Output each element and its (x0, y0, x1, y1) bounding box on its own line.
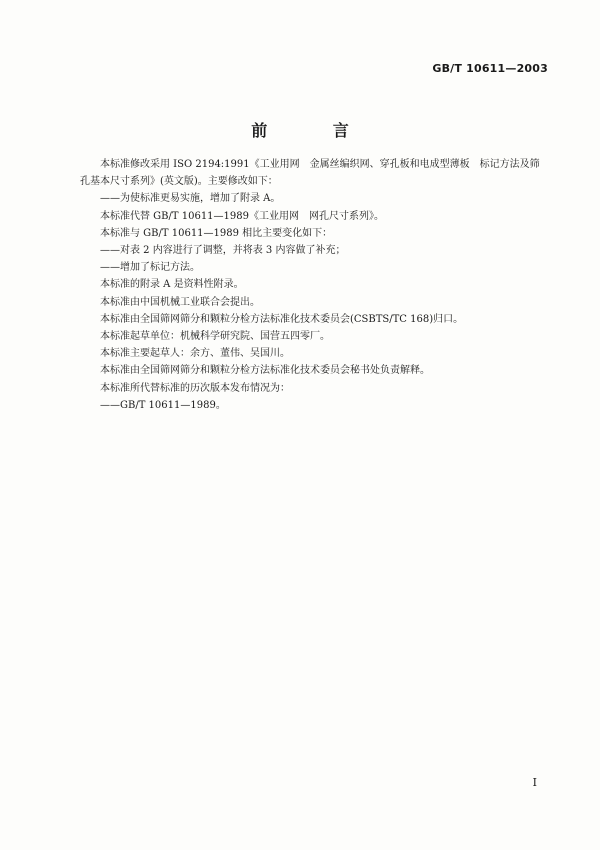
standard-code: GB/T 10611—2003 (432, 62, 548, 75)
paragraph-line: 本标准主要起草人：余方、董伟、吴国川。 (100, 348, 290, 360)
paragraph-line: 本标准由中国机械工业联合会提出。 (100, 296, 260, 308)
paragraph-line: 本标准代替 GB/T 10611—1989《工业用网 网孔尺寸系列》。 (100, 210, 384, 222)
paragraph-line: 本标准与 GB/T 10611—1989 相比主要变化如下： (100, 227, 333, 239)
paragraph-line: ——GB/T 10611—1989。 (100, 399, 226, 411)
page-number: I (532, 776, 537, 789)
page-title: 前 言 (251, 121, 379, 140)
paragraph-line: ——增加了标记方法。 (100, 262, 200, 274)
paragraph-line: 孔基本尺寸系列》(英文版)。主要修改如下： (80, 176, 278, 188)
paragraph-line: 本标准所代替标准的历次版本发布情况为： (100, 382, 290, 394)
foreword-body (80, 156, 540, 414)
paragraph-line: ——为使标准更易实施，增加了附录 A。 (100, 193, 281, 205)
paragraph-line: 本标准由全国筛网筛分和颗粒分检方法标准化技术委员会秘书处负责解释。 (100, 365, 430, 377)
paragraph-line: 本标准的附录 A 是资料性附录。 (100, 279, 244, 291)
paragraph-line: 本标准起草单位：机械科学研究院、国营五四零厂。 (100, 331, 330, 343)
paragraph-line: 本标准由全国筛网筛分和颗粒分检方法标准化技术委员会(CSBTS/TC 168)归口。 (100, 313, 464, 325)
paragraph-line: 本标准修改采用 ISO 2194:1991《工业用网 金属丝编织网、穿孔板和电成型薄板 标记方法及筛 (100, 159, 540, 170)
paragraph-line: ——对表 2 内容进行了调整，并将表 3 内容做了补充； (100, 245, 346, 257)
